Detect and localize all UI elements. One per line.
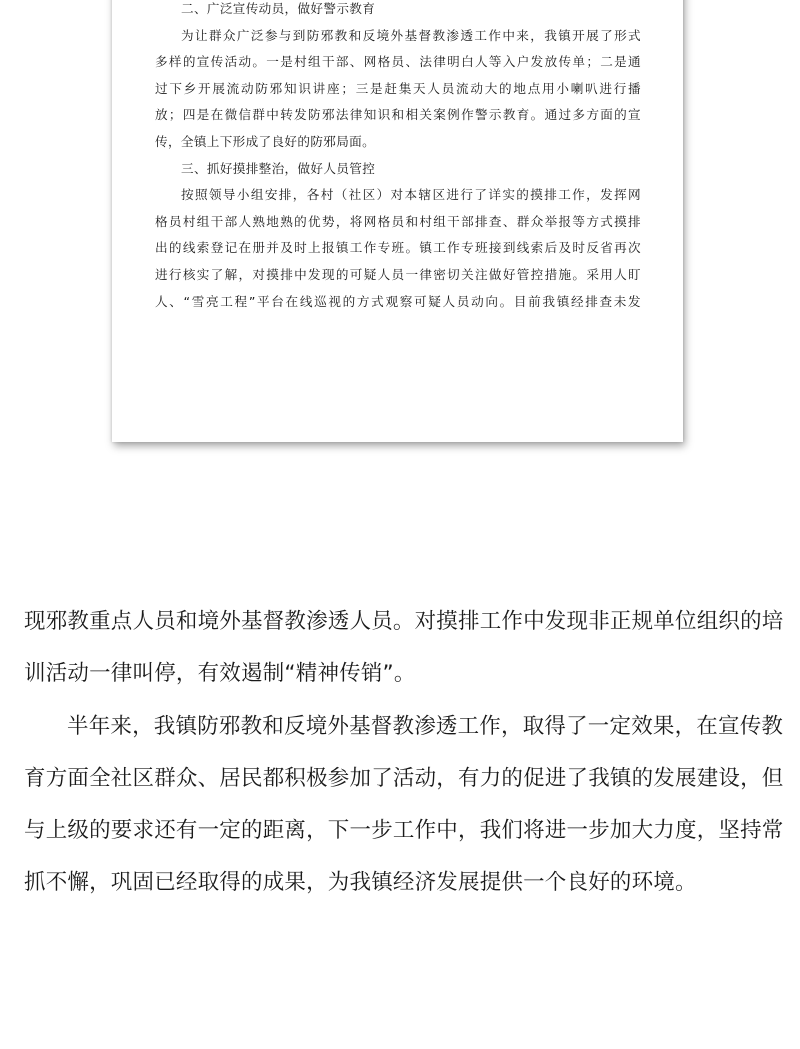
preview-line: 多样的宣传活动。一是村组干部、网格员、法律明白人等入户发放传单；二是通 <box>155 54 641 70</box>
preview-line: 按照领导小组安排，各村（社区）对本辖区进行了详实的摸排工作，发挥网 <box>181 187 641 203</box>
body-line: 与上级的要求还有一定的距离，下一步工作中，我们将进一步加大力度，坚持常 <box>24 818 784 844</box>
preview-line: 放；四是在微信群中转发防邪法律知识和相关案例作警示教育。通过多方面的宣 <box>155 107 641 123</box>
document-body-text <box>24 596 784 910</box>
body-line: 半年来，我镇防邪教和反境外基督教渗透工作，取得了一定效果，在宣传教 <box>67 713 784 739</box>
preview-line: 进行核实了解，对摸排中发现的可疑人员一律密切关注做好管控措施。采用人盯 <box>155 266 641 282</box>
section-heading-2: 二、广泛宣传动员，做好警示教育 <box>181 1 376 16</box>
preview-line: 过下乡开展流动防邪知识讲座；三是赶集天人员流动大的地点用小喇叭进行播 <box>155 80 641 96</box>
section-heading-3: 三、抓好摸排整治，做好人员管控 <box>181 160 376 176</box>
preview-line: 传，全镇上下形成了良好的防邪局面。 <box>155 133 376 149</box>
body-line: 抓不懈，巩固已经取得的成果，为我镇经济发展提供一个良好的环境。 <box>24 870 697 896</box>
body-line: 现邪教重点人员和境外基督教渗透人员。对摸排工作中发现非正规单位组织的培 <box>24 609 784 634</box>
document-page-preview <box>112 0 683 442</box>
body-line: 育方面全社区群众、居民都积极参加了活动，有力的促进了我镇的发展建设，但 <box>24 765 784 791</box>
document-preview-content <box>155 0 641 315</box>
preview-line: 出的线索登记在册并及时上报镇工作专班。镇工作专班接到线索后及时反省再次 <box>155 240 641 256</box>
preview-line: 格员村组干部人熟地熟的优势，将网格员和村组干部排查、群众举报等方式摸排 <box>155 213 641 229</box>
preview-line: 为让群众广泛参与到防邪教和反境外基督教渗透工作中来，我镇开展了形式 <box>181 27 641 43</box>
body-line: 训活动一律叫停，有效遏制“精神传销”。 <box>24 661 416 687</box>
preview-line: 人、“雪亮工程”平台在线巡视的方式观察可疑人员动向。目前我镇经排查未发 <box>155 293 641 309</box>
